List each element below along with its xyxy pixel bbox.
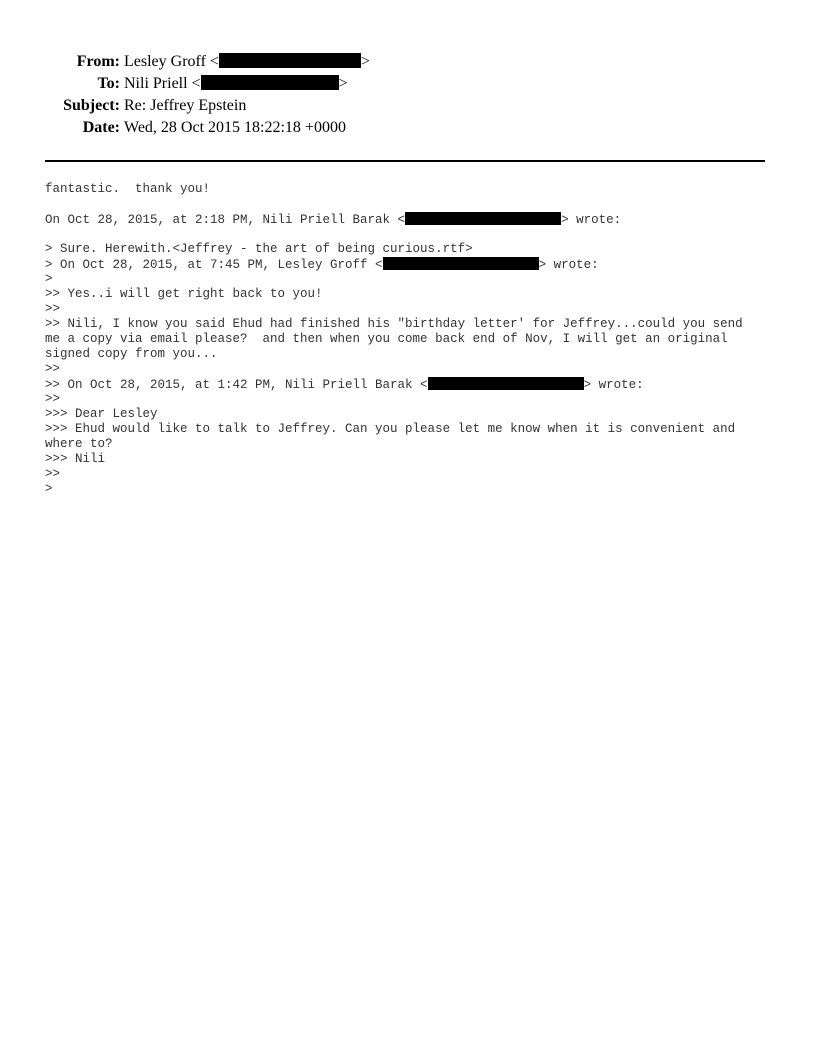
quote-header-line: [45, 257, 785, 272]
quote-header-end: > wrote:: [561, 213, 622, 227]
body-line: >>: [45, 362, 61, 376]
quote-header-line: [45, 212, 785, 227]
from-value: [124, 51, 370, 73]
quote-header-line: [45, 377, 785, 392]
quote-header-end: > wrote:: [583, 378, 644, 392]
redaction-box: [201, 75, 339, 90]
to-value: [124, 73, 348, 95]
to-label: To:: [97, 75, 120, 92]
from-close: >: [360, 53, 370, 70]
quote-header-end: > wrote:: [538, 258, 599, 272]
email-body: [45, 182, 785, 497]
body-line: >> Nili, I know you said Ehud had finished his "birthday letter' for Jeffrey...could you send: [45, 317, 743, 331]
redaction-box: [428, 377, 584, 390]
redaction-box: [405, 212, 561, 225]
body-line: > Sure. Herewith.<Jeffrey - the art of being curious.rtf>: [45, 242, 473, 256]
subject-value: Re: Jeffrey Epstein: [124, 97, 247, 114]
redaction-box: [383, 257, 539, 270]
body-line: signed copy from you...: [45, 347, 218, 361]
header-divider: [45, 160, 765, 162]
body-line: >>: [45, 467, 61, 481]
body-line: >>> Nili: [45, 452, 106, 466]
date-label: Date:: [82, 119, 120, 136]
body-line: fantastic. thank you!: [45, 182, 211, 196]
date-value: Wed, 28 Oct 2015 18:22:18 +0000: [124, 119, 346, 136]
subject-row: [0, 95, 816, 117]
body-line: >>: [45, 302, 61, 316]
from-name: Lesley Groff <: [124, 53, 219, 70]
to-row: [0, 73, 816, 95]
body-line: >: [45, 482, 53, 496]
quote-header-text: > On Oct 28, 2015, at 7:45 PM, Lesley Groff <: [45, 258, 383, 272]
to-close: >: [338, 75, 348, 92]
to-name: Nili Priell <: [124, 75, 201, 92]
date-row: [0, 117, 816, 139]
body-line: >>> Ehud would like to talk to Jeffrey. Can you please let me know when it is convenient and: [45, 422, 736, 436]
quote-header-text: >> On Oct 28, 2015, at 1:42 PM, Nili Priell Barak <: [45, 378, 428, 392]
body-line: >: [45, 272, 53, 286]
body-line: >>: [45, 392, 61, 406]
subject-label: Subject:: [63, 97, 120, 114]
redaction-box: [219, 53, 361, 68]
body-line: me a copy via email please? and then when you come back end of Nov, I will get an original: [45, 332, 728, 346]
body-line: >>> Dear Lesley: [45, 407, 158, 421]
body-line: >> Yes..i will get right back to you!: [45, 287, 323, 301]
from-label: From:: [76, 53, 120, 70]
quote-header-text: On Oct 28, 2015, at 2:18 PM, Nili Priell Barak <: [45, 213, 406, 227]
email-header: [0, 51, 816, 139]
body-line: where to?: [45, 437, 113, 451]
from-row: [0, 51, 816, 73]
